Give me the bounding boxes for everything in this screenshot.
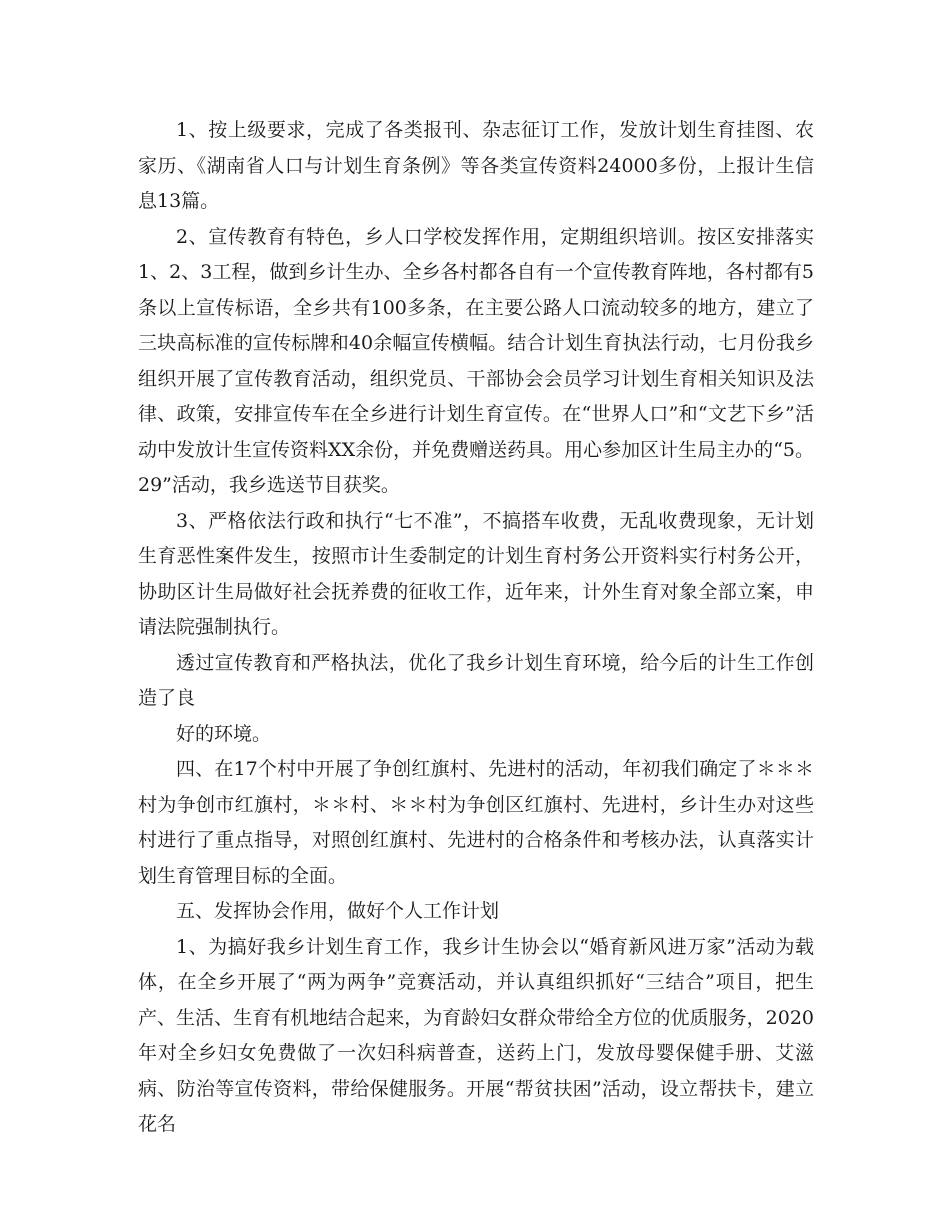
paragraph-summary-continued: 好的环境。: [176, 722, 272, 745]
paragraph-association-activities: 1、为搞好我乡计划生育工作，我乡计生协会以“婚育新风进万家”活动为载体，在全乡开展了“两为两争”竞赛活动，并认真组织抓好“三结合”项目，把生产、生活、生育有机地结合起来，为育龄妇女群众带给全方位的优质服务，2020年对全乡妇女免费做了一次妇科病普查，送药上门，发放母婴保健手册、艾滋病、防治等宣传资料，带给保健服务。开展“帮贫扶困”活动，设立帮扶卡，建立花名: [138, 935, 814, 1135]
paragraph-summary: 透过宣传教育和严格执法，优化了我乡计划生育环境，给今后的计生工作创造了良: [138, 651, 814, 709]
paragraph-law-enforcement: 3、严格依法行政和执行“七不准”，不搞搭车收费，无乱收费现象，无计划生育恶性案件发生，按照市计生委制定的计划生育村务公开资料实行村务公开，协助区计生局做好社会抚养费的征收工作，近年来，计外生育对象全部立案，申请法院强制执行。: [138, 509, 814, 638]
document-body: [138, 113, 814, 1143]
section-heading-association: 五、发挥协会作用，做好个人工作计划: [176, 900, 500, 922]
paragraph-red-flag-villages: 四、在17个村中开展了争创红旗村、先进村的活动，年初我们确定了＊＊＊村为争创市红旗村，＊＊村、＊＊村为争创区红旗村、先进村，乡计生办对这些村进行了重点指导，对照创红旗村、先进村的合格条件和考核办法，认真落实计划生育管理目标的全面。: [138, 758, 814, 887]
paragraph-propaganda-materials: 1、按上级要求，完成了各类报刊、杂志征订工作，发放计划生育挂图、农家历、《湖南省人口与计划生育条例》等各类宣传资料24000多份，上报计生信息13篇。: [138, 119, 814, 212]
paragraph-publicity-education: 2、宣传教育有特色，乡人口学校发挥作用，定期组织培训。按区安排落实1、2、3工程，做到乡计生办、全乡各村都各自有一个宣传教育阵地，各村都有5条以上宣传标语，全乡共有100多条，在主要公路人口流动较多的地方，建立了三块高标准的宣传标牌和40余幅宣传横幅。结合计划生育执法行动，七月份我乡组织开展了宣传教育活动，组织党员、干部协会会员学习计划生育相关知识及法律、政策，安排宣传车在全乡进行计划生育宣传。在“世界人口”和“文艺下乡”活动中发放计生宣传资料XX余份，并免费赠送药具。用心参加区计生局主办的“5。29”活动，我乡选送节目获奖。: [138, 225, 814, 496]
